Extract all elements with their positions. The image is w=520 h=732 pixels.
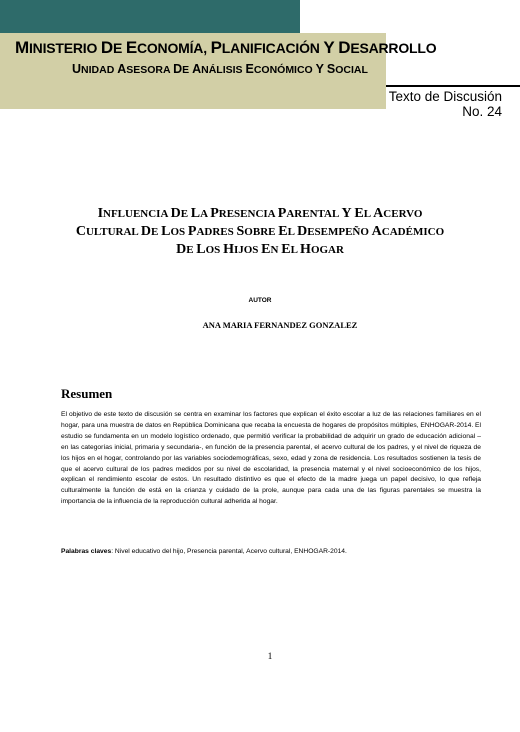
title-line-2: CULTURAL DE LOS PADRES SOBRE EL DESEMPEÑO ACADÉMICO [75, 224, 445, 239]
unit-title: UNIDAD ASESORA DE ANÁLISIS ECONÓMICO Y SOCIAL [72, 62, 368, 76]
title-line-1: INFLUENCIA DE LA PRESENCIA PARENTAL Y EL ACERVO [97, 206, 423, 221]
title-line-3: DE LOS HIJOS EN EL HOGAR [176, 242, 344, 257]
header-rule [386, 85, 520, 87]
keywords-label: Palabras claves [61, 548, 112, 555]
keywords [61, 547, 481, 557]
abstract-text: El objetivo de este texto de discusión se centra en examinar los factores que explican el éxito escolar a luz de las relaciones familiares en el hogar, para una muestra de datos en República Dominicana que recaba la encuesta de hogares de propósitos múltiples, ENHOGAR-2014. El estudio se fundamenta en un modelo logístico ordenado, que permitió verificar la probabilidad de adquirir un grado de educación adicional –en las categorías inicial, primaria y secundaria-, en función de la presencia parental, el acervo cultural de los padres, y el nivel de riqueza de los hijos en el hogar, controlando por las variables sociodemográficas, sexo, edad y zona de residencia. Los resultados sostienen la tesis de que el acervo cultural de los padres medidos por su nivel de escolaridad, la presencia maternal y el nivel socioeconómico de los hijos, explican el rendimiento escolar de estos. Un resultado distintivo es que el efecto de la madre juega un papel decisivo, lo que refleja culturalmente la función de está en la crianza y cuidado de la prole, aunque para cada una de las figuras parentales se muestra la importancia de la influencia de la reproducción cultural adherida al hogar. [61, 411, 481, 506]
keywords-text: : Nivel educativo del hijo, Presencia parental, Acervo cultural, ENHOGAR-2014. [111, 548, 347, 555]
page-number: 1 [267, 652, 273, 662]
document-label [386, 89, 502, 119]
author-label: AUTOR [248, 297, 272, 304]
abstract-heading: Resumen [61, 386, 113, 401]
paper-title [60, 205, 460, 259]
document-type: Texto de Discusión [388, 89, 502, 104]
header-band-dark [0, 0, 300, 33]
ministry-title: MINISTERIO DE ECONOMÍA, PLANIFICACIÓN Y DESARROLLO [15, 38, 437, 57]
author-name: ANA MARIA FERNANDEZ GONZALEZ [202, 320, 358, 330]
document-number: No. 24 [462, 104, 502, 119]
